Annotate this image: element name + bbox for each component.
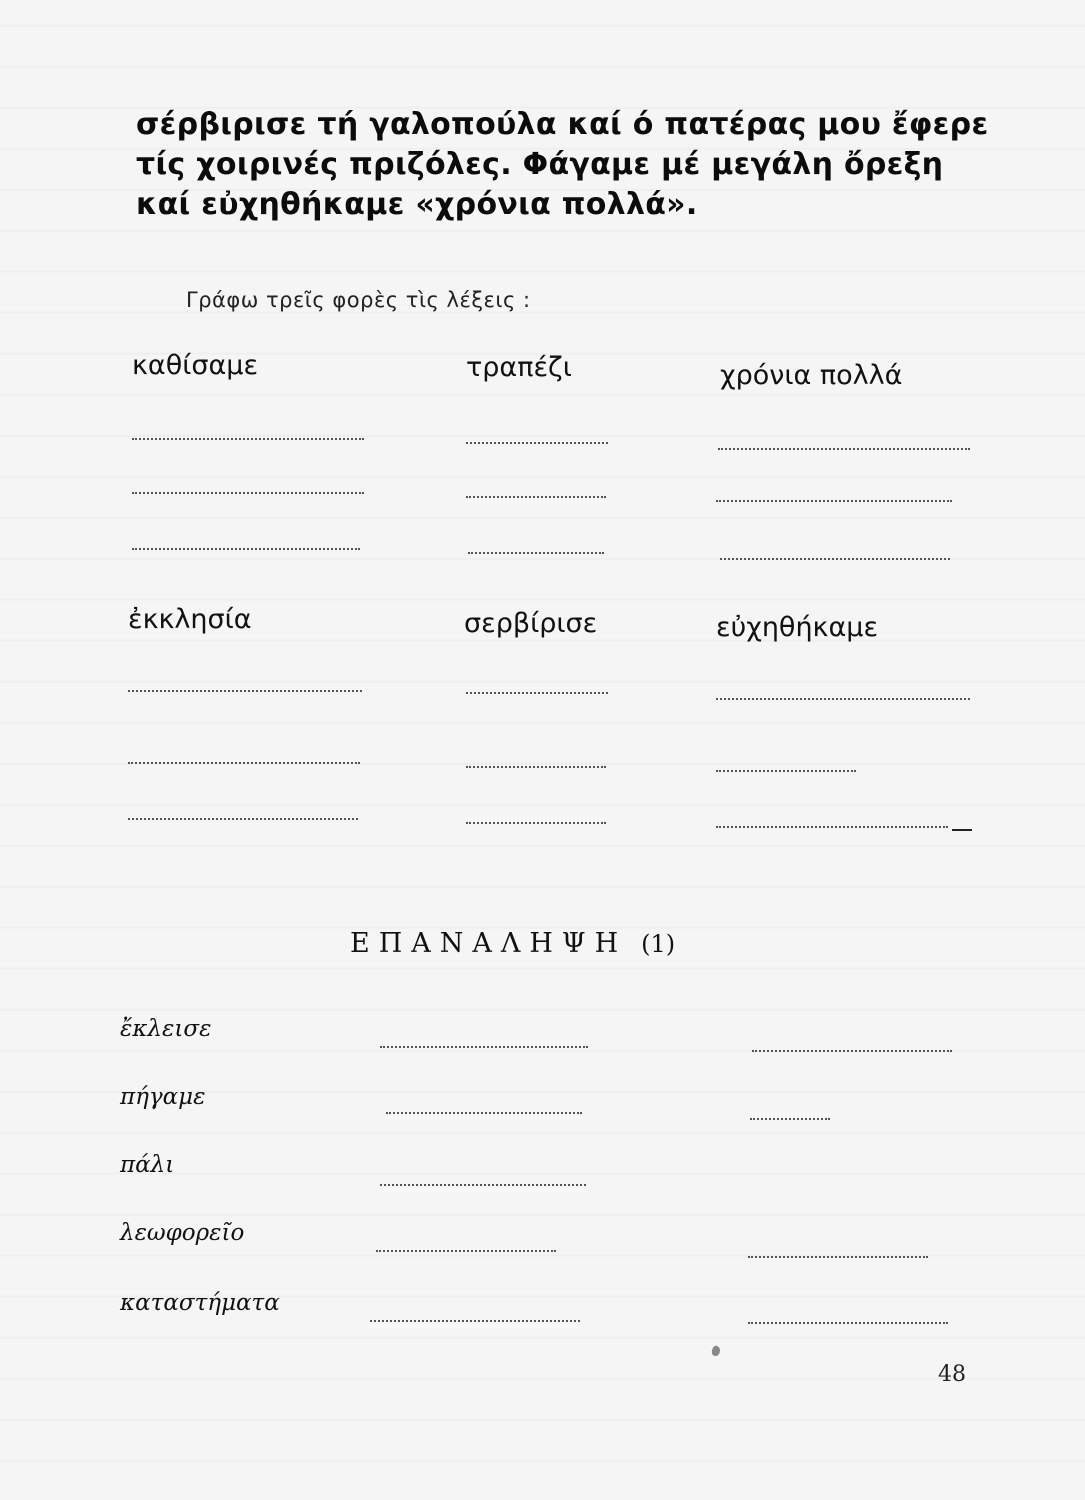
revision-word-leoforeio: λεωφορεῖο — [120, 1220, 245, 1246]
practice-word-chronia-polla: χρόνια πολλά — [720, 360, 903, 391]
intro-line-3: καί εὐχηθήκαμε «χρόνια πολλά». — [136, 187, 698, 222]
writing-line[interactable] — [748, 1322, 948, 1324]
page-number: 48 — [938, 1362, 966, 1387]
revision-word-katastimata: καταστήματα — [120, 1290, 280, 1316]
writing-line[interactable] — [128, 690, 362, 692]
practice-word-efchithikame: εὐχηθήκαμε — [716, 612, 879, 643]
revision-number: (1) — [641, 930, 676, 958]
revision-title: ΕΠΑΝΑΛΗΨΗ — [350, 928, 628, 959]
exercise-instruction: Γράφω τρεῖς φορὲς τὶς λέξεις : — [186, 288, 531, 312]
writing-line[interactable] — [380, 1046, 588, 1048]
writing-line[interactable] — [716, 500, 952, 502]
practice-word-ekklisia: ἐκκλησία — [128, 604, 252, 635]
writing-line[interactable] — [716, 826, 948, 828]
writing-line[interactable] — [466, 766, 606, 768]
writing-line[interactable] — [466, 442, 608, 444]
writing-line[interactable] — [716, 698, 970, 700]
writing-line[interactable] — [132, 492, 364, 494]
revision-word-pigame: πήγαμε — [120, 1084, 206, 1110]
revision-heading — [350, 928, 675, 959]
writing-line[interactable] — [370, 1320, 580, 1322]
writing-line[interactable] — [128, 818, 358, 820]
writing-line[interactable] — [380, 1184, 586, 1186]
writing-line[interactable] — [466, 692, 608, 694]
writing-line[interactable] — [132, 438, 364, 440]
writing-line[interactable] — [716, 770, 856, 772]
writing-line[interactable] — [752, 1050, 952, 1052]
practice-word-servirise: σερβίρισε — [464, 608, 598, 639]
practice-word-trapezi: τραπέζι — [466, 352, 572, 383]
writing-line[interactable] — [128, 762, 360, 764]
writing-line[interactable] — [376, 1250, 556, 1252]
stray-dash-mark — [952, 829, 972, 831]
writing-line[interactable] — [132, 548, 360, 550]
writing-line[interactable] — [466, 822, 606, 824]
revision-word-pali: πάλι — [120, 1152, 175, 1178]
practice-word-kathisame: καθίσαμε — [132, 350, 259, 381]
writing-line[interactable] — [718, 448, 970, 450]
revision-word-eklise: ἔκλεισε — [120, 1016, 212, 1042]
writing-line[interactable] — [466, 496, 606, 498]
writing-line[interactable] — [748, 1256, 928, 1258]
writing-line[interactable] — [386, 1112, 582, 1114]
intro-line-2: τίς χοιρινές πριζόλες. Φάγαμε μέ μεγάλη ὄρεξη — [136, 147, 944, 182]
writing-line[interactable] — [720, 558, 950, 560]
writing-line[interactable] — [750, 1118, 830, 1120]
writing-line[interactable] — [468, 552, 604, 554]
intro-line-1: σέρβιρισε τή γαλοπούλα καί ό πατέρας μου ἔφερε — [136, 107, 989, 142]
ink-speck — [711, 1345, 722, 1357]
intro-paragraph — [136, 105, 989, 225]
